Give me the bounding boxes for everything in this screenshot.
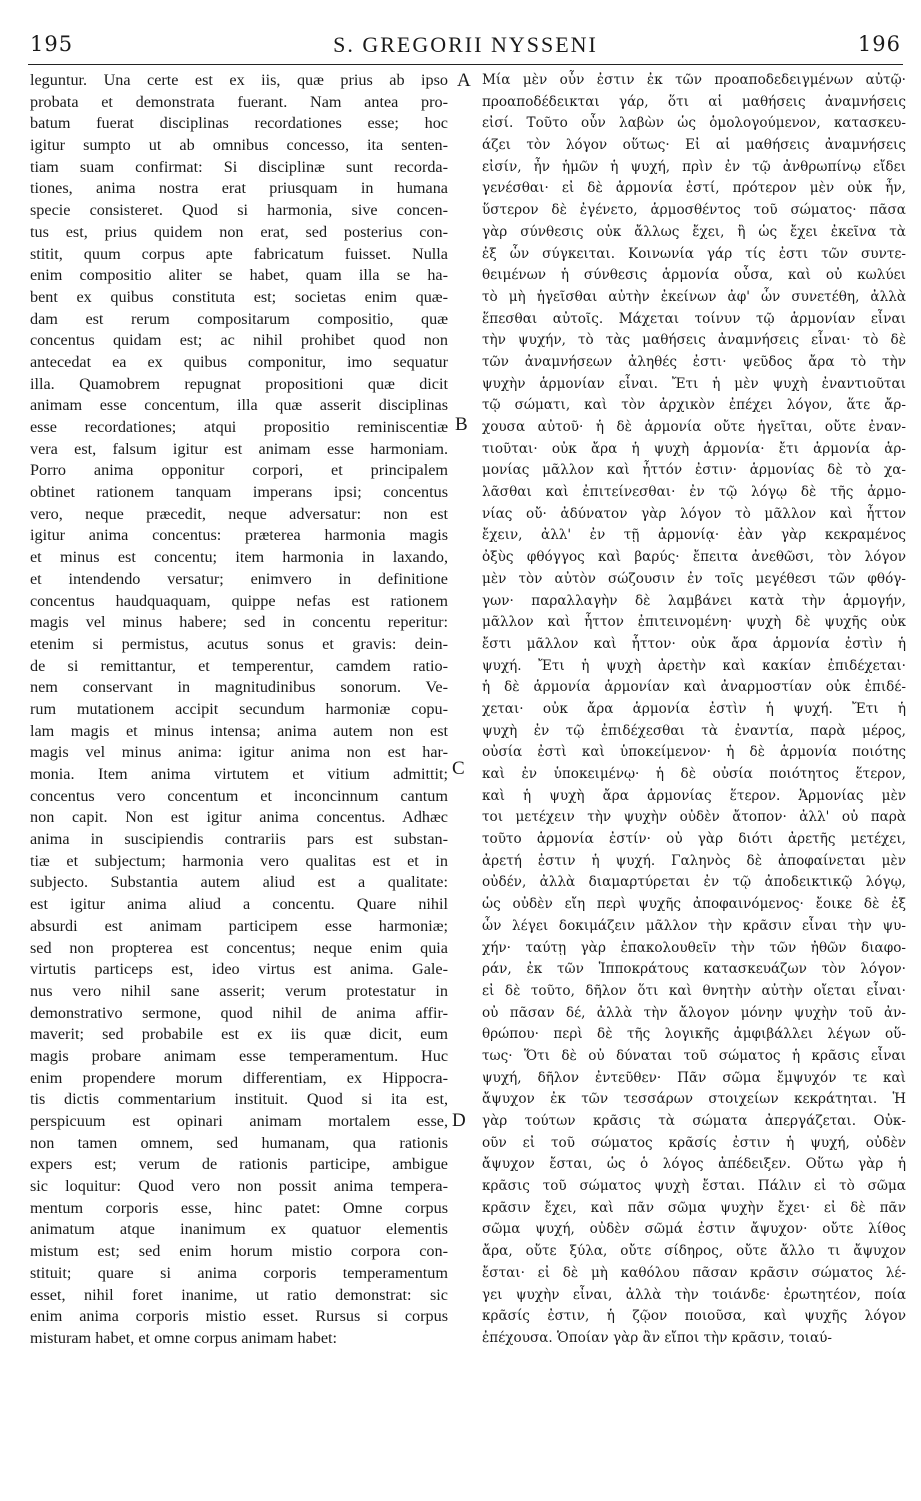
- latin-text-line: perspicuum est opinari animam mortalem esse,: [30, 1112, 448, 1130]
- greek-text-line: σῶμα ψυχή, οὐδὲν σῶμά ἐστιν ἄψυχον· οὔτε λίθος: [482, 1221, 906, 1238]
- latin-text-line: esset, nihil foret inanime, ut ratio demonstrat: sic: [30, 1285, 448, 1304]
- latin-text-line: subjecto. Substantia autem aliud est a qualitate:: [30, 873, 448, 892]
- greek-text-line: γων· παραλλαγὴν δὲ λαμβάνει κατὰ τὴν ἁρμογήν,: [482, 592, 906, 609]
- latin-text-line: expers est; verum de rationis participe, ambigue: [30, 1155, 448, 1174]
- greek-text-line: Μία μὲν οὖν ἐστιν ἐκ τῶν προαποδεδειγμένων αὐτῷ·: [482, 72, 906, 88]
- greek-text-line: ἔσται· εἰ δὲ μὴ καθόλου πᾶσαν κρᾶσιν σώματος λέ-: [482, 1264, 906, 1281]
- greek-text-line: χήν· ταύτῃ γὰρ ἐπακολουθεῖν τὴν τῶν ἠθῶν διαφο-: [482, 939, 906, 956]
- greek-text-line: ψυχή, δῆλον ἐντεῦθεν· Πᾶν σῶμα ἔμψυχόν τε καὶ: [482, 1069, 906, 1086]
- greek-text-line: εἰσίν, ἦν ἡμῶν ἡ ψυχή, πρὶν ἐν τῷ ἀνθρωπίνῳ εἴδει: [482, 158, 906, 175]
- latin-text-line: illa. Quamobrem repugnat propositioni quæ dicit: [30, 374, 448, 393]
- latin-text-line: demonstrativo sermone, quod nihil de anima affir-: [30, 1003, 448, 1022]
- latin-text-line: stituit; quare si anima corporis temperamentum: [30, 1263, 448, 1282]
- greek-text-line: μονίας μᾶλλον καὶ ἧττόν ἐστιν· ἁρμονίας δὲ τὸ χα-: [482, 462, 906, 479]
- greek-text-line: οὐδέν, ἀλλὰ διαμαρτύρεται ἐν τῷ ἀποδεικτικῷ λόγῳ,: [482, 874, 906, 891]
- latin-text-line: sic loquitur: Quod vero non possit anima tempera-: [30, 1177, 448, 1196]
- greek-text-line: άζει τὸν λόγον οὕτως· Εἰ αἱ μαθήσεις ἀναμνήσεις: [482, 137, 906, 154]
- latin-text-line: dam est rerum compositarum compositio, quæ: [30, 309, 448, 328]
- latin-text-line: absurdi est animam participem esse harmoniæ;: [30, 916, 448, 935]
- greek-text-line: καὶ ἡ ψυχὴ ἄρα ἁρμονίας ἕτερον. Ἁρμονίας μὲν: [482, 787, 906, 804]
- greek-text-line: ὕστερον δὲ ἐγένετο, ἁρμοσθέντος τοῦ σώματος· πᾶσα: [482, 202, 906, 219]
- section-marker-b: B: [455, 414, 468, 435]
- greek-text-line: ἡ δὲ ἁρμονία ἁρμονίαν καὶ ἀναρμοστίαν οὐκ ἐπιδέ-: [482, 679, 906, 696]
- section-marker-a: A: [457, 70, 471, 91]
- latin-text-line: est igitur anima aliud a concentu. Quare nihil: [30, 895, 448, 914]
- greek-text-line: κρᾶσις τοῦ σώματος ψυχὴ ἔσται. Πάλιν εἰ τὸ σῶμα: [482, 1178, 906, 1195]
- latin-text-line: magis vel minus habere; sed in concentu reperitur:: [30, 613, 448, 632]
- latin-text-line: batum fuerat disciplinas recordationes esse; hoc: [30, 114, 448, 133]
- latin-text-line: obtinet rationem tanquam imperans ipsi; concentus: [30, 483, 448, 502]
- latin-text-line: tus est, prius quidem non erat, sed posterius con-: [30, 222, 448, 241]
- latin-text-line: enim anima corporis mistio esset. Rursus si corpus: [30, 1307, 448, 1326]
- latin-text-line: vero, neque præcedit, neque adversatur: non est: [30, 504, 448, 523]
- greek-text-line: ἄρα, οὔτε ξύλα, οὔτε σίδηρος, οὔτε ἄλλο τι ἄψυχον: [482, 1243, 906, 1260]
- latin-text-line: probata et demonstrata fuerant. Nam antea pro-: [30, 92, 448, 111]
- latin-text-line: virtutis particeps est, ideo virtus est anima. Gale-: [30, 960, 448, 979]
- greek-text-line: τὸ μὴ ἡγεῖσθαι αὐτὴν ἐκείνων ἀφ' ὧν συνετέθη, ἀλλὰ: [482, 288, 906, 305]
- latin-text-line: rum mutationem accipit secundum harmoniæ copu-: [30, 699, 448, 718]
- latin-text-line: nem conservant in magnitudinibus sonorum. Ve-: [30, 678, 448, 697]
- greek-text-line: εἰ δὲ τοῦτο, δῆλον ὅτι καὶ θνητὴν αὐτὴν οἴεται εἶναι·: [482, 982, 906, 999]
- greek-text-line: μὲν τὸν αὐτὸν σώζουσιν ἐν τοῖς μεγέθεσι τῶν φθόγ-: [482, 570, 906, 587]
- greek-text-line: χεται· οὐκ ἄρα ἁρμονία ἐστὶν ἡ ψυχή. Ἔτι ἡ: [482, 700, 906, 717]
- greek-text-line: καὶ ἐν ὑποκειμένῳ· ἡ δὲ οὐσία ποιότητος ἕτερον,: [482, 766, 906, 782]
- latin-text-line: monia. Item anima virtutem et vitium admittit;: [30, 765, 448, 783]
- greek-text-line: τῶν ἀναμνήσεων ἀληθές ἐστι· ψεῦδος ἄρα τὸ τὴν: [482, 353, 906, 370]
- latin-text-line: enim propendere morum differentiam, ex Hippocra-: [30, 1068, 448, 1087]
- latin-text-line: specie consisteret. Quod si harmonia, sive concen-: [30, 201, 448, 220]
- latin-text-line: Porro anima opponitur corpori, et principalem: [30, 461, 448, 480]
- latin-text-line: bent ex quibus constituta est; societas enim quæ-: [30, 287, 448, 306]
- greek-text-line: οὐσία ἐστὶ καὶ ὑποκείμενον· ἡ δὲ ἁρμονία ποιότης: [482, 744, 906, 761]
- greek-text-line: τοι μετέχειν τὴν ψυχὴν οὐδὲν ἄτοπον· ἀλλ' οὐ παρὰ: [482, 809, 906, 826]
- latin-text-line: misturam habet, et omne corpus animam habet:: [30, 1328, 338, 1347]
- greek-text-line: οῦν εἰ τοῦ σώματος κρᾶσίς ἐστιν ἡ ψυχή, οὐδὲν: [482, 1134, 906, 1151]
- greek-text-line: ἕπεσθαι αὐτοῖς. Μάχεται τοίνυν τῷ ἁρμονίαν εἶναι: [482, 310, 906, 327]
- left-page-number: 195: [30, 32, 74, 56]
- latin-text-line: etenim si permistus, acutus sonus et gravis: dein-: [30, 634, 448, 653]
- latin-text-line: igitur sumpto ut ab omnibus concesso, ita senten-: [30, 136, 448, 155]
- greek-text-line: κρᾶσίς ἐστιν, ἡ ζῷον ποιοῦσα, καὶ ψυχῆς λόγον: [482, 1308, 906, 1325]
- latin-text-line: nus vero nihil sane asserit; verum protestatur in: [30, 981, 448, 1000]
- greek-text-line: ὡς οὐδὲν εἴη περὶ ψυχῆς ἀποφαινόμενος· ἔοικε δὲ ἐξ: [482, 896, 906, 913]
- latin-text-line: concentus haudquaquam, quippe nefas est rationem: [30, 591, 448, 610]
- greek-text-line: τιοῦται· οὐκ ἄρα ἡ ψυχὴ ἁρμονία· ἔτι ἁρμονία ἁρ-: [482, 440, 906, 457]
- latin-text-line: concentus vero concentum et inconcinnum cantum: [30, 786, 448, 805]
- greek-text-line: κρᾶσιν ἔχει, καὶ πᾶν σῶμα ψυχὴν ἔχει· εἰ δὲ πᾶν: [482, 1199, 906, 1216]
- latin-text-line: esse recordationes; atqui propositio reminiscentiæ: [30, 418, 448, 436]
- latin-text-line: magis vel minus anima: igitur anima non est har-: [30, 743, 448, 762]
- greek-text-line: γὰρ σύνθεσις οὐκ ἄλλως ἔχει, ἢ ὡς ἔχει ἐκεῖνα τὰ: [482, 223, 906, 240]
- greek-text-line: ἔχειν, ἀλλ' ἐν τῇ ἁρμονίᾳ· ἐὰν γὰρ κεκραμένος: [482, 527, 906, 544]
- greek-text-line: τοῦτο ἁρμονία ἐστίν· οὐ γὰρ διότι ἀρετῆς μετέχει,: [482, 831, 906, 848]
- greek-text-line: εἰσί. Τοῦτο οὖν λαβὼν ὡς ὁμολογούμενον, κατασκευ-: [482, 115, 906, 132]
- greek-text-line: θρώπου· περὶ δὲ τῆς λογικῆς ἀμφιβάλλει λέγων οὕ-: [482, 1026, 906, 1043]
- greek-text-line: ψυχὴν ἁρμονίαν εἶναι. Ἔτι ἡ μὲν ψυχὴ ἐναντιοῦται: [482, 375, 906, 392]
- latin-text-line: et intendendo versatur; enimvero in definitione: [30, 569, 448, 588]
- greek-text-line: τῷ σώματι, καὶ τὸν ἀρχικὸν ἐπέχει λόγον, ἅτε ἄρ-: [482, 397, 906, 414]
- greek-text-line: ἀρετή ἐστιν ἡ ψυχή. Γαληνὸς δὲ ἀποφαίνεται μὲν: [482, 852, 906, 869]
- greek-text-line: θειμένων ἡ σύνθεσις ἁρμονία οὖσα, καὶ οὐ κωλύει: [482, 267, 906, 284]
- latin-text-line: maverit; sed probabile est ex iis quæ dicit, eum: [30, 1025, 448, 1044]
- greek-text-line: γει ψυχὴν εἶναι, ἀλλὰ τὴν τοιάνδε· ἐρωτητέον, ποία: [482, 1286, 906, 1303]
- greek-text-line: ἐξ ὧν σύγκειται. Κοινωνία γάρ τίς ἐστι τῶν συντε-: [482, 245, 906, 262]
- latin-text-line: tis dictis commentarium instituit. Quod si ita est,: [30, 1090, 448, 1109]
- latin-text-line: magis probare animam esse temperamentum. Huc: [30, 1046, 448, 1065]
- latin-text-line: enim compositio aliter se habet, quam illa se ha-: [30, 266, 448, 285]
- greek-text-line: νίας οὔ· ἀδύνατον γὰρ λόγον τὸ μᾶλλον καὶ ἧττον: [482, 505, 906, 522]
- latin-text-line: stitit, quum corpus apte fabricatum fuisset. Nulla: [30, 244, 448, 263]
- latin-text-line: leguntur. Una certe est ex iis, quæ prius ab ipso: [30, 71, 448, 89]
- latin-text-line: non tamen omnem, sed humanam, qua rationis: [30, 1133, 448, 1152]
- latin-text-line: vera est, falsum igitur est animam esse harmoniam.: [30, 439, 448, 458]
- greek-text-line: γὰρ τούτων κρᾶσις τὰ σώματα ἀπεργάζεται. Οὐκ-: [482, 1113, 906, 1129]
- latin-column: [30, 70, 448, 1350]
- greek-text-line: τὴν ψυχήν, τὸ τὰς μαθήσεις ἀναμνήσεις εἶναι· τὸ δὲ: [482, 332, 906, 349]
- right-page-number: 196: [857, 32, 901, 56]
- latin-text-line: mentum corporis esse, hinc patet: Omne corpus: [30, 1198, 448, 1217]
- greek-text-line: προαποδέδεικται γάρ, ὅτι αἱ μαθήσεις ἀναμνήσεις: [482, 93, 906, 110]
- latin-text-line: lam magis et minus intensa; anima autem non est: [30, 721, 448, 740]
- latin-text-line: tiam suam confirmat: Si disciplinæ sunt recorda-: [30, 157, 448, 176]
- latin-text-line: sed non propterea est concentus; neque enim quia: [30, 938, 448, 957]
- latin-text-line: anima in suscipiendis contrariis pars est substan-: [30, 830, 448, 849]
- running-title: S. GREGORII NYSSENI: [333, 32, 598, 57]
- section-marker-d: D: [452, 1110, 466, 1131]
- latin-text-line: non capit. Non est igitur anima concentus. Adhæc: [30, 808, 448, 827]
- latin-text-line: antecedat ea ex quibus componitur, imo sequatur: [30, 352, 448, 371]
- latin-text-line: concentus quidam est; ac nihil prohibet quod non: [30, 331, 448, 350]
- latin-text-line: animam esse concentum, illa quæ asserit disciplinas: [30, 396, 448, 415]
- greek-text-line: μᾶλλον καὶ ἧττον ἐπιτεινομένη· ψυχὴ δὲ ψυχῆς οὐκ: [482, 614, 906, 631]
- running-header: [28, 30, 903, 65]
- greek-text-line: ψυχὴ ἐν τῷ ἐπιδέχεσθαι τὰ ἐναντία, παρὰ μέρος,: [482, 722, 906, 739]
- greek-text-line: ὀξὺς φθόγγος καὶ βαρύς· ἔπειτα ἀνεθῶσι, τὸν λόγον: [482, 549, 906, 566]
- greek-text-line: ψυχή. Ἔτι ἡ ψυχὴ ἀρετὴν καὶ κακίαν ἐπιδέχεται·: [482, 657, 906, 674]
- greek-text-line: τως· Ὅτι δὲ οὐ δύναται τοῦ σώματος ἡ κρᾶσις εἶναι: [482, 1047, 906, 1064]
- greek-text-line: γενέσθαι· εἰ δὲ ἁρμονία ἐστί, πρότερον μὲν οὐκ ἦν,: [482, 180, 906, 197]
- greek-text-line: λᾶσθαι καὶ ἐπιτείνεσθαι· ἐν τῷ λόγῳ δὲ τῆς ἁρμο-: [482, 484, 906, 501]
- greek-column: [482, 70, 906, 1350]
- greek-text-line: ἐπέχουσα. Ὁποίαν γὰρ ἂν εἴποι τὴν κρᾶσιν, τοιαύ-: [482, 1329, 832, 1346]
- greek-text-line: ἄψυχον ἔσται, ὡς ὁ λόγος ἀπέδειξεν. Οὕτω γὰρ ἡ: [482, 1156, 906, 1173]
- latin-text-line: tiæ et subjectum; harmonia vero qualitas est et in: [30, 851, 448, 870]
- latin-text-line: tiones, anima nostra erat priusquam in humana: [30, 179, 448, 198]
- greek-text-line: ράν, ἐκ τῶν Ἱπποκράτους κατασκευάζων τὸν λόγον·: [482, 961, 906, 978]
- greek-text-line: οὐ πᾶσαν δέ, ἀλλὰ τὴν ἄλογον μόνην ψυχὴν τοῦ ἀν-: [482, 1004, 906, 1021]
- greek-text-line: ἄψυχον ἐκ τῶν τεσσάρων στοιχείων κεκράτηται. Ἡ: [482, 1091, 906, 1108]
- greek-text-line: ὧν λέγει δοκιμάζειν μᾶλλον τὴν κρᾶσιν εἶναι τὴν ψυ-: [482, 917, 906, 934]
- latin-text-line: et minus est concentu; item harmonia in laxando,: [30, 548, 448, 567]
- latin-text-line: animatum atque inanimum ex quatuor elementis: [30, 1220, 448, 1239]
- greek-text-line: ἔστι μᾶλλον καὶ ἧττον· οὐκ ἄρα ἁρμονία ἐστὶν ἡ: [482, 635, 906, 652]
- latin-text-line: mistum est; sed enim horum mistio corpora con-: [30, 1242, 448, 1261]
- section-marker-c: C: [452, 758, 465, 779]
- greek-text-line: χουσα αὐτοῦ· ἡ δὲ ἁρμονία οὔτε ἡγεῖται, οὔτε ἐναν-: [482, 419, 906, 435]
- latin-text-line: de si remittantur, et temperentur, camdem ratio-: [30, 656, 448, 675]
- latin-text-line: igitur anima concentus: præterea harmonia magis: [30, 526, 448, 545]
